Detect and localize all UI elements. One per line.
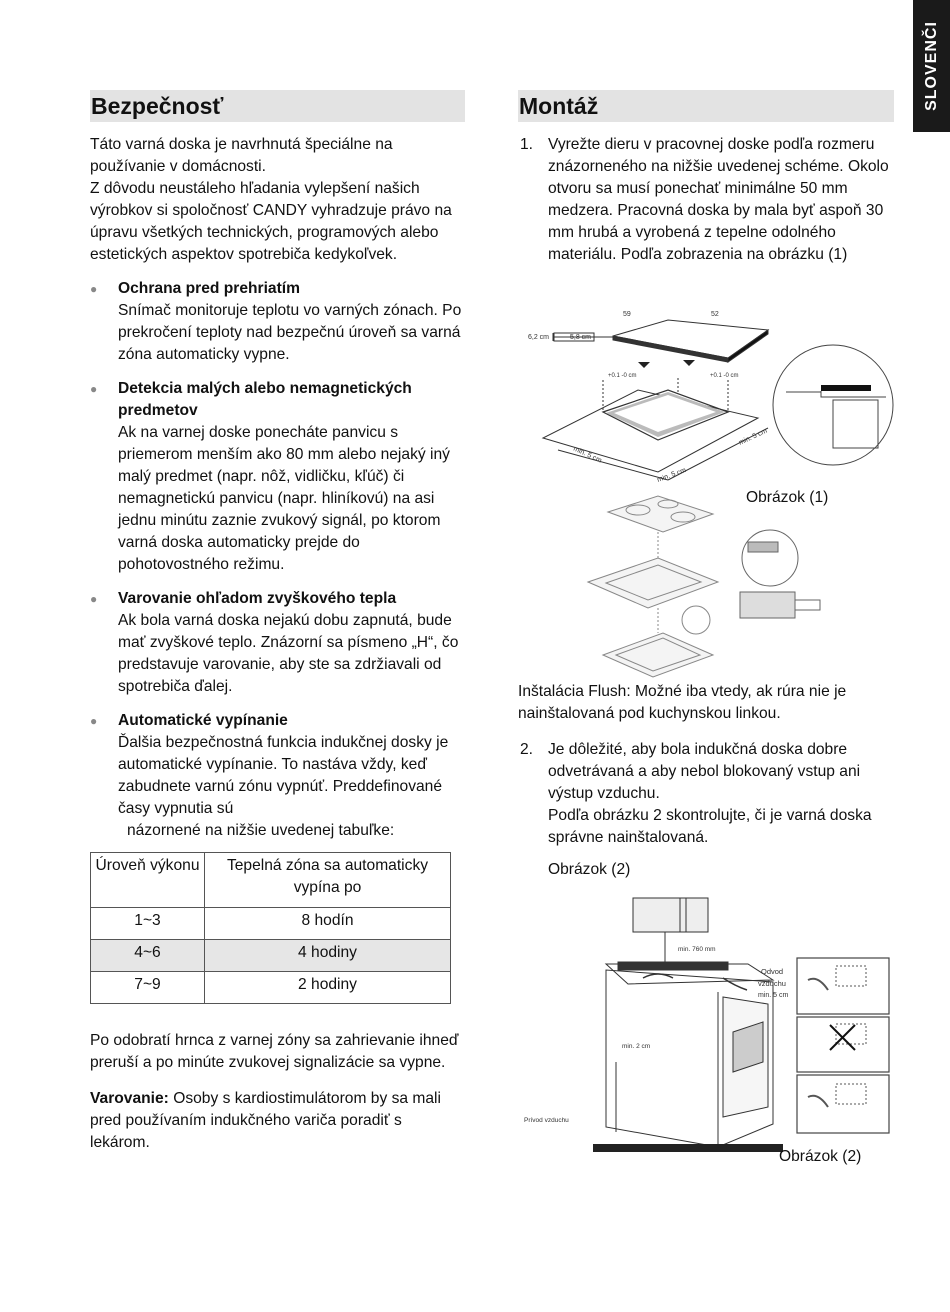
language-tab-label: SLOVENČI	[922, 21, 940, 111]
feature-text: Ďalšia bezpečnostná funkcia indukčnej dosky je automatické vypínanie. To nastáva vždy, keď zabudnete varnú zónu vypnúť. Preddefinované časy vypnutia sú	[118, 734, 449, 817]
installation-lower	[518, 681, 894, 881]
table-row	[91, 940, 451, 972]
installation-steps	[518, 134, 894, 266]
air-inlet-label: Prívod vzduchu	[524, 1117, 569, 1124]
figure-2-caption-top: Obrázok (2)	[548, 861, 631, 878]
arrow-down-icon	[683, 360, 695, 366]
min-2cm: min. 2 cm	[622, 1043, 651, 1050]
table-cell: 4 hodiny	[205, 940, 451, 972]
figure-1-label: Obrázok (1)	[746, 489, 829, 506]
hob-side	[618, 962, 728, 970]
bullet-icon: ●	[90, 282, 98, 296]
feature-title: Varovanie ohľadom zvyškového tepla	[118, 590, 397, 607]
dim-59: 59	[623, 311, 631, 318]
figure-2-ventilation-diagram	[518, 892, 894, 1164]
feature-text-tail: názornené na nižšie uvedenej tabuľke:	[127, 822, 395, 839]
feature-text: Ak bola varná doska nejakú dobu zapnutá, bude mať zvyškové teplo. Znázorní sa písmeno „H“, čo predstavuje varovanie, aby ste sa zdržiavali od spotrebiča ďalej.	[118, 612, 459, 695]
floor	[593, 1144, 783, 1152]
table-cell: 8 hodín	[205, 908, 451, 940]
safety-feature-list	[90, 278, 465, 842]
figure-2-label: Obrázok (2)	[779, 1148, 862, 1165]
warning-label: Varovanie:	[90, 1090, 169, 1107]
warning-text: Osoby s kardiostimulátorom by sa mali pred používaním indukčného variča poradiť s lekárom.	[90, 1090, 441, 1151]
table-header: Tepelná zóna sa automaticky vypína po	[205, 853, 451, 908]
outlet-label-2: vzduchu	[758, 979, 786, 988]
installation-heading: Montáž	[518, 90, 894, 122]
auto-shutoff-table	[90, 852, 451, 1004]
table-row	[91, 972, 451, 1004]
list-item	[90, 588, 465, 698]
figure-1-cutout-diagram	[518, 300, 894, 678]
table-header: Úroveň výkonu	[91, 853, 205, 908]
step-number: 1.	[520, 136, 534, 153]
upper-cabinet	[633, 898, 708, 932]
tolerance-right: +0.1 -0 cm	[710, 373, 739, 379]
min-5cm-bottom: min. 5 cm	[656, 466, 688, 484]
dim-5-8: 5,8 cm	[570, 334, 592, 341]
table-cell: 7~9	[91, 972, 205, 1004]
safety-heading: Bezpečnosť	[90, 90, 465, 122]
min-5cm-right: min. 5 cm	[737, 427, 769, 447]
table-cell: 2 hodiny	[205, 972, 451, 1004]
tolerance-left: +0.1 -0 cm	[608, 373, 637, 379]
after-table-paragraph: Po odobratí hrnca z varnej zóny sa zahrievanie ihneď preruší a po minúte zvukovej signalizácie sa vypne.	[90, 1032, 459, 1071]
installation-section	[518, 90, 894, 266]
bullet-icon: ●	[90, 592, 98, 606]
intro-paragraph-2: Z dôvodu neustáleho hľadania vylepšení našich výrobkov si spoločnosť CANDY vyhradzuje právo na úpravu všetkých technických, programových alebo estetických aspektov spotrebiča kedykoľvek.	[90, 180, 452, 263]
clip-detail-2	[740, 592, 795, 618]
min-760mm: min. 760 mm	[678, 946, 716, 953]
flush-note: Inštalácia Flush: Možné iba vtedy, ak rúra nie je nainštalovaná pod kuchynskou linkou.	[518, 683, 847, 722]
feature-title: Automatické vypínanie	[118, 712, 288, 729]
table-cell: 4~6	[91, 940, 205, 972]
table-row	[91, 908, 451, 940]
hob-edge	[613, 336, 728, 362]
intro-paragraph-1: Táto varná doska je navrhnutá špeciálne na používanie v domácnosti.	[90, 136, 393, 175]
min-5cm-left: min. 5 cm	[572, 445, 603, 465]
dim-52: 52	[711, 311, 719, 318]
hob-edge-side	[728, 330, 768, 362]
warning-paragraph	[90, 1088, 465, 1154]
step-number: 2.	[520, 741, 534, 758]
feature-text: Ak na varnej doske ponecháte panvicu s priemerom menším ako 80 mm alebo nejaký iný malý predmet (napr. nôž, vidličku, kľúč) či nemagnetickú panvicu (napr. hliníkovú) na asi jednu minútu zaznie zvukový signál, po ktorom varná doska automaticky prejde do pohotovostného režimu.	[118, 424, 450, 573]
detail-circle-small	[682, 606, 710, 634]
list-item	[90, 278, 465, 366]
step-text-b: Podľa obrázku 2 skontrolujte, či je varná doska správne nainštalovaná.	[548, 807, 872, 846]
arrow-down-icon	[638, 362, 650, 368]
clip-part	[795, 600, 820, 610]
list-item	[90, 378, 465, 576]
clip-part	[748, 542, 778, 552]
dim-line	[558, 450, 668, 480]
feature-text: Snímač monitoruje teplotu vo varných zónach. Po prekročení teploty nad bezpečnú úroveň sa varná zóna automaticky vypne.	[118, 302, 462, 363]
bullet-icon: ●	[90, 382, 98, 396]
cutout-inner	[614, 395, 716, 432]
table-cell: 1~3	[91, 908, 205, 940]
language-tab	[913, 0, 950, 132]
dim-6-2: 6,2 cm	[528, 334, 550, 341]
bullet-icon: ●	[90, 714, 98, 728]
feature-title: Ochrana pred prehriatím	[118, 280, 300, 297]
hob-edge-detail	[821, 385, 871, 391]
step-text: Je dôležité, aby bola indukčná doska dobre odvetrávaná a aby nebol blokovaný vstup ani výstup vzduchu.	[548, 741, 861, 802]
step-text: Vyrežte dieru v pracovnej doske podľa rozmeru znázorneného na nižšie uvedenej schéme. Okolo otvoru sa musí ponechať minimálne 50 mm medzera. Pracovná doska by mala byť aspoň 30 mm hrubá a vyrobená z tepelne odolného materiálu. Podľa zobrazenia na obrázku (1)	[548, 136, 889, 263]
outlet-label-1: Odvod	[761, 967, 784, 976]
outlet-label-3: min. 5 cm	[758, 992, 789, 999]
installation-steps-2	[518, 739, 894, 849]
list-item	[90, 710, 465, 842]
safety-section	[90, 90, 465, 1154]
feature-title: Detekcia malých alebo nemagnetických predmetov	[118, 380, 412, 419]
list-item	[518, 134, 894, 266]
list-item	[518, 739, 894, 849]
clip-detail-1	[742, 530, 798, 586]
